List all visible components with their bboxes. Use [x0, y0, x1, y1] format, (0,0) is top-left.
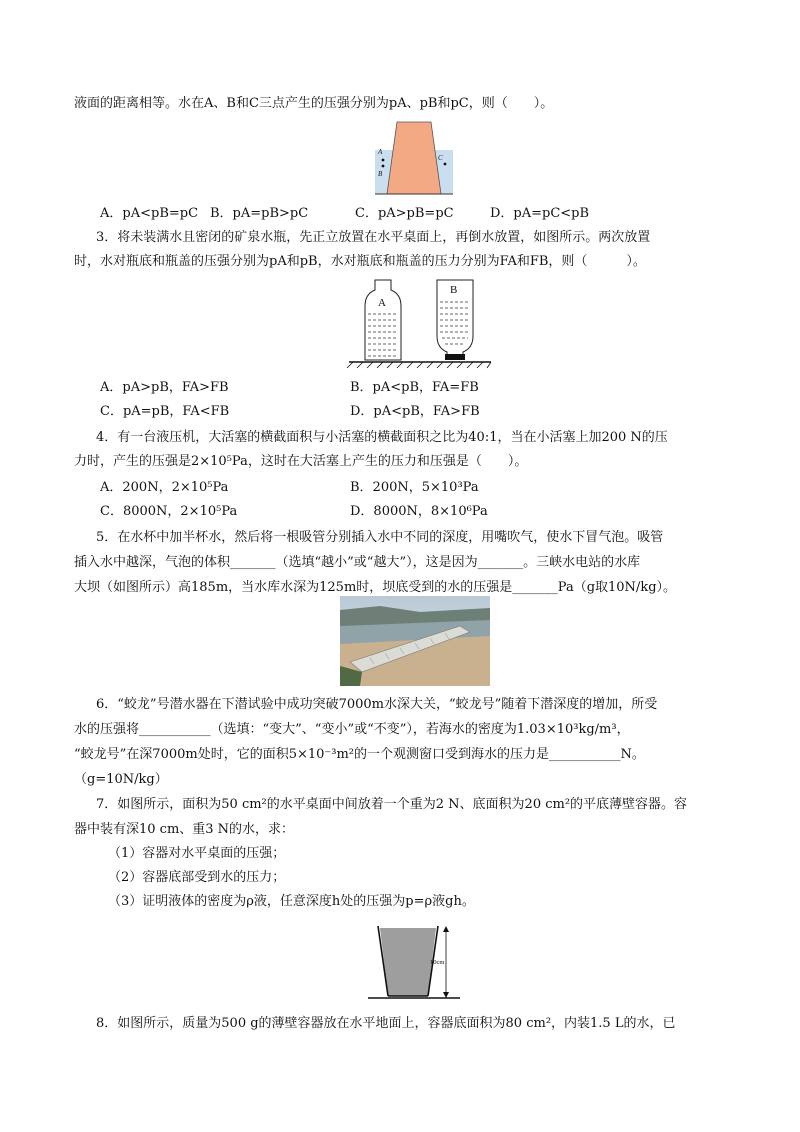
q3-option-b: B．pA<pB，FA=FB [350, 380, 479, 395]
q2-stem: 液面的距离相等。水在A、B和C三点产生的压强分别为pA、pB和pC，则（ ）。 [74, 96, 554, 111]
depth-label: 10cm [430, 959, 445, 966]
q7-line-1: 7．如图所示，面积为50 cm²的水平桌面中间放着一个重为2 N、底面积为20 cm²的平底薄壁容器。容 [96, 797, 688, 812]
q7-sub-3: （3）证明液体的密度为ρ液，任意深度h处的压强为p=ρ液gh。 [108, 894, 475, 909]
q5-line-3: 大坝（如图所示）高185m，当水库水深为125m时，坝底受到的水的压强是_______Pa（g取10N/kg）。 [74, 580, 677, 595]
point-b-label: B [378, 170, 383, 178]
q2-option-b: B．pA=pB>pC [210, 206, 309, 221]
q4-option-a: A．200N，2×10⁵Pa [100, 480, 229, 495]
q4-option-b: B．200N，5×10³Pa [350, 480, 479, 495]
bottle-a-label: A [378, 297, 386, 309]
q6-line-2: 水的压强将___________（选填：“变大”、“变小”或“不变”），若海水的密度为1.03×10³kg/m³， [74, 722, 630, 737]
q4-stem-2: 力时，产生的压强是2×10⁵Pa，这时在大活塞上产生的压力和压强是（ ）。 [74, 454, 528, 469]
q2-option-a: A．pA<pB=pC [100, 206, 199, 221]
water-in-container [380, 928, 436, 996]
q8-line-1: 8．如图所示，质量为500 g的薄壁容器放在水平地面上，容器底面积为80 cm²，内装1.5 L的水，已 [96, 1016, 676, 1031]
q4-option-d: D．8000N，8×10⁶Pa [350, 504, 488, 519]
q3-bottles-figure [345, 276, 495, 370]
q7-line-2: 器中装有深10 cm、重3 N的水，求： [74, 822, 295, 837]
q6-line-3: “蛟龙号”在深7000m处时，它的面积5×10⁻³m²的一个观测窗口受到海水的压力是___________N。 [74, 747, 645, 762]
q4-stem-1: 4．有一台液压机，大活塞的横截面积与小活塞的横截面积之比为40:1，当在小活塞上加200 N的压 [96, 430, 668, 445]
q6-line-1: 6．“蛟龙”号潜水器在下潜试验中成功突破7000m水深大关，“蛟龙号”随着下潜深度的增加，所受 [96, 697, 658, 712]
q7-sub-2: （2）容器底部受到水的压力； [108, 870, 286, 885]
point-c-label: C [438, 154, 443, 162]
q3-option-d: D．pA<pB，FA>FB [350, 404, 480, 419]
q2-option-c: C．pA>pB=pC [355, 206, 454, 221]
q7-sub-1: （1）容器对水平桌面的压强； [108, 846, 286, 861]
q4-option-c: C．8000N，2×10⁵Pa [100, 504, 238, 519]
q6-line-4: （g=10N/kg） [74, 772, 168, 787]
q3-stem-1: 3．将未装满水且密闭的矿泉水瓶，先正立放置在水平桌面上，再倒水放置，如图所示。两次放置 [96, 230, 651, 245]
q3-option-a: A．pA>pB，FA>FB [100, 380, 229, 395]
q5-line-2: 插入水中越深，气泡的体积_______（选填“越小”或“越大”），这是因为_______。三峡水电站的水库 [74, 555, 641, 570]
bottle-b-label: B [450, 284, 458, 296]
q7-container-figure [366, 922, 462, 1004]
q3-option-c: C．pA=pB，FA<FB [100, 404, 230, 419]
point-a-label: A [378, 148, 383, 156]
q5-line-1: 5．在水杯中加半杯水，然后将一根吸管分别插入水中不同的深度，用嘴吹气，使水下冒气泡。吸管 [96, 530, 664, 545]
q2-dam-figure [375, 118, 453, 198]
dam-body [387, 122, 441, 194]
q2-option-d: D．pA=pC<pB [490, 206, 590, 221]
q3-stem-2: 时，水对瓶底和瓶盖的压强分别为pA和pB，水对瓶底和瓶盖的压力分别为FA和FB，则（ ）。 [74, 254, 646, 269]
three-gorges-dam-photo [340, 596, 490, 686]
